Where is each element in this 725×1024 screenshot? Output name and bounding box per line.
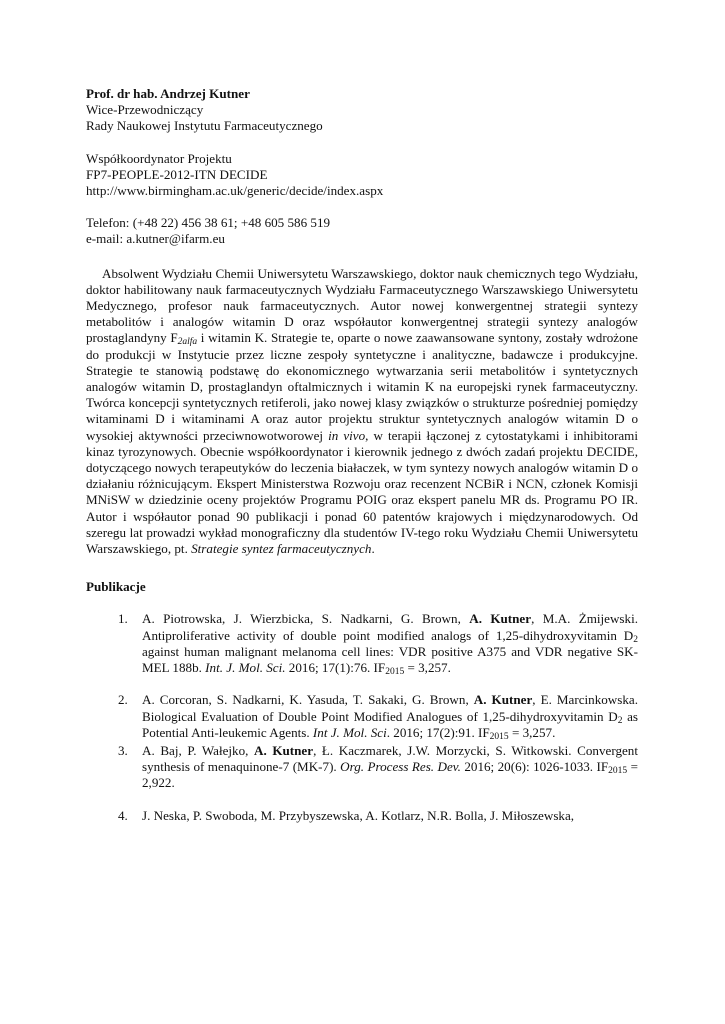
role-line-2: Rady Naukowej Instytutu Farmaceutycznego — [86, 118, 323, 134]
publications-list — [86, 611, 638, 823]
author-name: Prof. dr hab. Andrzej Kutner — [86, 86, 250, 101]
document-page — [86, 86, 638, 840]
coordinator-line-1: Współkoordynator Projektu — [86, 150, 232, 166]
publication-item: 3. A. Baj, P. Wałejko, A. Kutner, Ł. Kaczmarek, J.W. Morzycki, S. Witkowski. Convergent synthesis of menaquinone-7 (MK-7). Org. Process Res. Dev. 2016; 20(6): 1026-1033. $IF_{2015} = 2,922$. — [118, 742, 639, 791]
phone-line: Telefon: (+48 22) 456 38 61; +48 605 586 519 — [86, 215, 331, 231]
project-url: http://www.birmingham.ac.uk/generic/decide/index.aspx — [86, 183, 384, 199]
publication-item: 4. J. Neska, P. Swoboda, M. Przybyszewska, A. Kotlarz, N.R. Bolla, J. Miłoszewska, — [118, 807, 575, 823]
biography-paragraph: Absolwent Wydziału Chemii Uniwersytetu Warszawskiego, doktor nauk chemicznych tego Wydziału, doktor habilitowany nauk farmaceutycznych Wydziału Farmaceutycznego Warszawskiego Uniwersytetu Medycznego, profesor nauk farmaceutycznych. Autor nowej konwergentnej strategii syntezy metabolitów i analogów witamin D oraz współautor konwergentnej strategii syntezy analogów prostaglandyny $F_{2alfa}$ i witamin K. Strategie te, oparte o nowe zaawansowane syntony, zostały wdrożone do produkcji w Instytucie przez liczne zespoły syntetyczne i analityczne, badawcze i produkcyjne. Strategie te stanowią podstawę do ekonomicznego wytwarzania serii metabolitów i syntetycznych analogów witamin D, prostaglandyn oftalmicznych i witamin K na europejski rynek farmaceutyczny. Twórca koncepcji syntetycznych retiferoli, jako nowej klasy związków o strukturze pośredniej pomiędzy witaminami D i witaminami A oraz autor projektu struktur syntetycznych analogów witamin D o wysokiej aktywności przeciwnowotworowej in vivo, w terapii łączonej z cytostatykami i inhibitorami kinaz tyrozynowych. Obecnie współkoordynator i kierownik jednego z dwóch zadań projektu DECIDE, dotyczącego nowych terapeutyków do leczenia białaczek, w tym syntezy nowych analogów witamin D o działaniu różnicującym. Ekspert Ministerstwa Rozwoju oraz recenzent NCBiR i NCN, członek Komisji MNiSW w dziedzinie oceny projektów Programu POIG oraz ekspert panelu MR ds. Programu PO IR. Autor i współautor ponad 90 publikacji i ponad 60 patentów krajowych i międzynarodowych. Od szeregu lat prowadzi wykład monograficzny dla studentów IV-tego roku Wydziału Chemii Uniwersytetu Warszawskiego, pt. Strategie syntez farmaceutycznych. — [86, 265, 638, 557]
coordinator-line-2: FP7-PEOPLE-2012-ITN DECIDE — [86, 166, 268, 182]
publications-heading: Publikacje — [86, 579, 146, 595]
publication-item: 2. A. Corcoran, S. Nadkarni, K. Yasuda, T. Sakaki, G. Brown, A. Kutner, E. Marcinkowska. Biological Evaluation of Double Point Modified Analogues of 1,25-dihydroxyvitamin $D_2$ as Potential Anti-leukemic Agents. Int J. Mol. Sci. 2016; 17(2):91. $IF_{2015} = 3,257$. — [118, 692, 638, 742]
email-line: e-mail: a.kutner@ifarm.eu — [86, 231, 225, 247]
role-line-1: Wice-Przewodniczący — [86, 102, 204, 118]
publication-item: 1. A. Piotrowska, J. Wierzbicka, S. Nadkarni, G. Brown, A. Kutner, M.A. Żmijewski. Antiproliferative activity of double point modified analogs of 1,25-dihydroxyvitamin $D_2$ against human malignant melanoma cell lines: VDR positive A375 and VDR negative SK-MEL 188b. Int. J. Mol. Sci. 2016; 17(1):76. $IF_{2015} = 3,257$. — [118, 611, 638, 678]
